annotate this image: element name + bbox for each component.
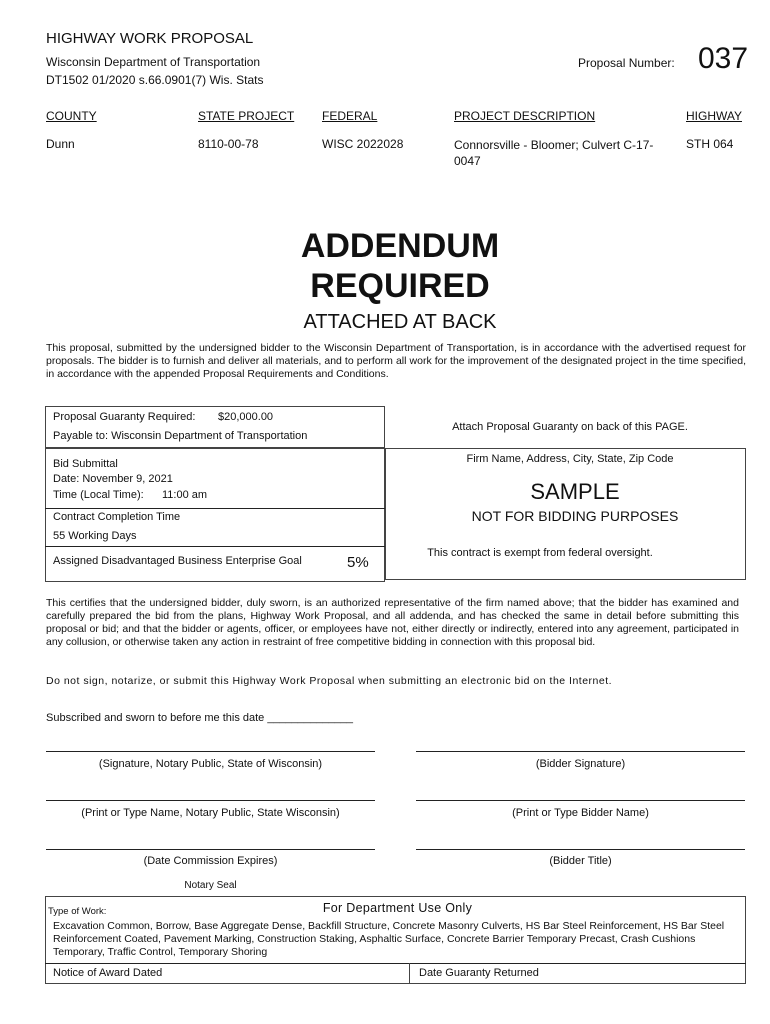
- do-not-sign-note: Do not sign, notarize, or submit this Highway Work Proposal when submitting an electronic bid on the Internet.: [46, 675, 613, 687]
- bidder-name-line[interactable]: [416, 800, 745, 801]
- sample-watermark: SAMPLE: [530, 479, 620, 504]
- commission-label: (Date Commission Expires): [143, 855, 278, 867]
- bidder-title-line[interactable]: [416, 849, 745, 850]
- addendum-line-1: ADDENDUM: [300, 227, 500, 265]
- certify-paragraph: This certifies that the undersigned bidder, duly sworn, is an authorized representative of the firm named above; that the bidder has examined and carefully prepared the bid from the plans, Highway Work Proposal, and all addenda, and has checked the same in detail before submitting this proposal or bid; and that the bidder or agents, officer, or employees have not, either directly or indirectly, entered into any agreement, participated in any collusion, or otherwise taken any action in restraint of free competitive bidding in connection with this proposal bid.: [46, 597, 739, 648]
- header-project-description: PROJECT DESCRIPTION: [454, 109, 596, 123]
- bidder-signature-line[interactable]: [416, 751, 745, 752]
- guaranty-payable: Payable to: Wisconsin Department of Transportation: [53, 430, 308, 442]
- cell-highway: STH 064: [686, 137, 734, 151]
- federal-exempt-note: This contract is exempt from federal oversight.: [427, 547, 653, 559]
- notary-name-line[interactable]: [46, 800, 375, 801]
- notary-seal-label: Notary Seal: [184, 880, 237, 891]
- attach-guaranty-note: Attach Proposal Guaranty on back of this PAGE.: [452, 421, 688, 433]
- form-title: HIGHWAY WORK PROPOSAL: [46, 30, 254, 47]
- intro-paragraph: This proposal, submitted by the undersigned bidder to the Wisconsin Department of Transportation, is in accordance with the advertised request for proposals. The bidder is to furnish and deliver all materials, and to perform all work for the improvement of the designated project in the time specified, in accordance with the appended Proposal Requirements and Conditions.: [46, 342, 746, 380]
- divider: [45, 546, 385, 547]
- department-use-heading: For Department Use Only: [322, 901, 473, 915]
- vertical-divider: [409, 963, 410, 984]
- commission-line[interactable]: [46, 849, 375, 850]
- dbe-goal-label: Assigned Disadvantaged Business Enterprise Goal: [53, 555, 302, 567]
- cell-state-project: 8110-00-78: [198, 137, 259, 151]
- form-number: DT1502 01/2020 s.66.0901(7) Wis. Stats: [46, 73, 264, 87]
- bid-time-value: 11:00 am: [162, 489, 208, 501]
- notary-signature-label: (Signature, Notary Public, State of Wisconsin): [98, 758, 323, 770]
- type-of-work-label: Type of Work:: [48, 906, 107, 917]
- addendum-heading: [200, 226, 600, 306]
- attached-at-back: ATTACHED AT BACK: [303, 311, 497, 333]
- bidder-title-label: (Bidder Title): [549, 855, 612, 867]
- department-name: Wisconsin Department of Transportation: [46, 55, 261, 69]
- completion-label: Contract Completion Time: [53, 511, 181, 523]
- header-highway: HIGHWAY: [686, 109, 742, 123]
- notice-of-award: Notice of Award Dated: [53, 967, 163, 979]
- proposal-number: 037: [698, 42, 749, 75]
- divider: [45, 508, 385, 509]
- cell-county: Dunn: [46, 137, 75, 151]
- bid-submittal-label: Bid Submittal: [53, 458, 118, 470]
- dbe-goal-value: 5%: [347, 554, 369, 571]
- notary-name-label: (Print or Type Name, Notary Public, State Wisconsin): [81, 807, 340, 819]
- header-county: COUNTY: [46, 109, 97, 123]
- not-for-bidding: NOT FOR BIDDING PURPOSES: [471, 508, 679, 524]
- header-state-project: STATE PROJECT: [198, 109, 295, 123]
- guaranty-amount: $20,000.00: [218, 411, 274, 423]
- firm-label: Firm Name, Address, City, State, Zip Code: [466, 453, 674, 465]
- guaranty-returned: Date Guaranty Returned: [419, 967, 539, 979]
- proposal-number-label: Proposal Number:: [578, 56, 675, 70]
- bid-date: Date: November 9, 2021: [53, 473, 173, 485]
- type-of-work-text: Excavation Common, Borrow, Base Aggregate Dense, Backfill Structure, Concrete Masonry Culverts, HS Bar Steel Reinforcement, HS Bar Steel Reinforcement Coated, Pavement Marking, Construction Staking, Asphaltic Surface, Concrete Barrier Temporary Precast, Crash Cushions Temporary, Traffic Control, Temporary Shoring: [53, 920, 725, 958]
- bidder-name-label: (Print or Type Bidder Name): [512, 807, 649, 819]
- notary-signature-line[interactable]: [46, 751, 375, 752]
- bidder-signature-label: (Bidder Signature): [535, 758, 626, 770]
- divider: [45, 963, 746, 964]
- header-federal: FEDERAL: [322, 109, 378, 123]
- cell-federal: WISC 2022028: [322, 137, 404, 151]
- addendum-line-2: REQUIRED: [310, 267, 490, 305]
- cell-project-description: Connorsville - Bloomer; Culvert C-17- 0047: [454, 138, 654, 168]
- bid-time-label: Time (Local Time):: [53, 489, 144, 501]
- subscribed-line: Subscribed and sworn to before me this date ______________: [46, 712, 353, 724]
- completion-value: 55 Working Days: [53, 530, 137, 542]
- guaranty-required-label: Proposal Guaranty Required:: [53, 411, 196, 423]
